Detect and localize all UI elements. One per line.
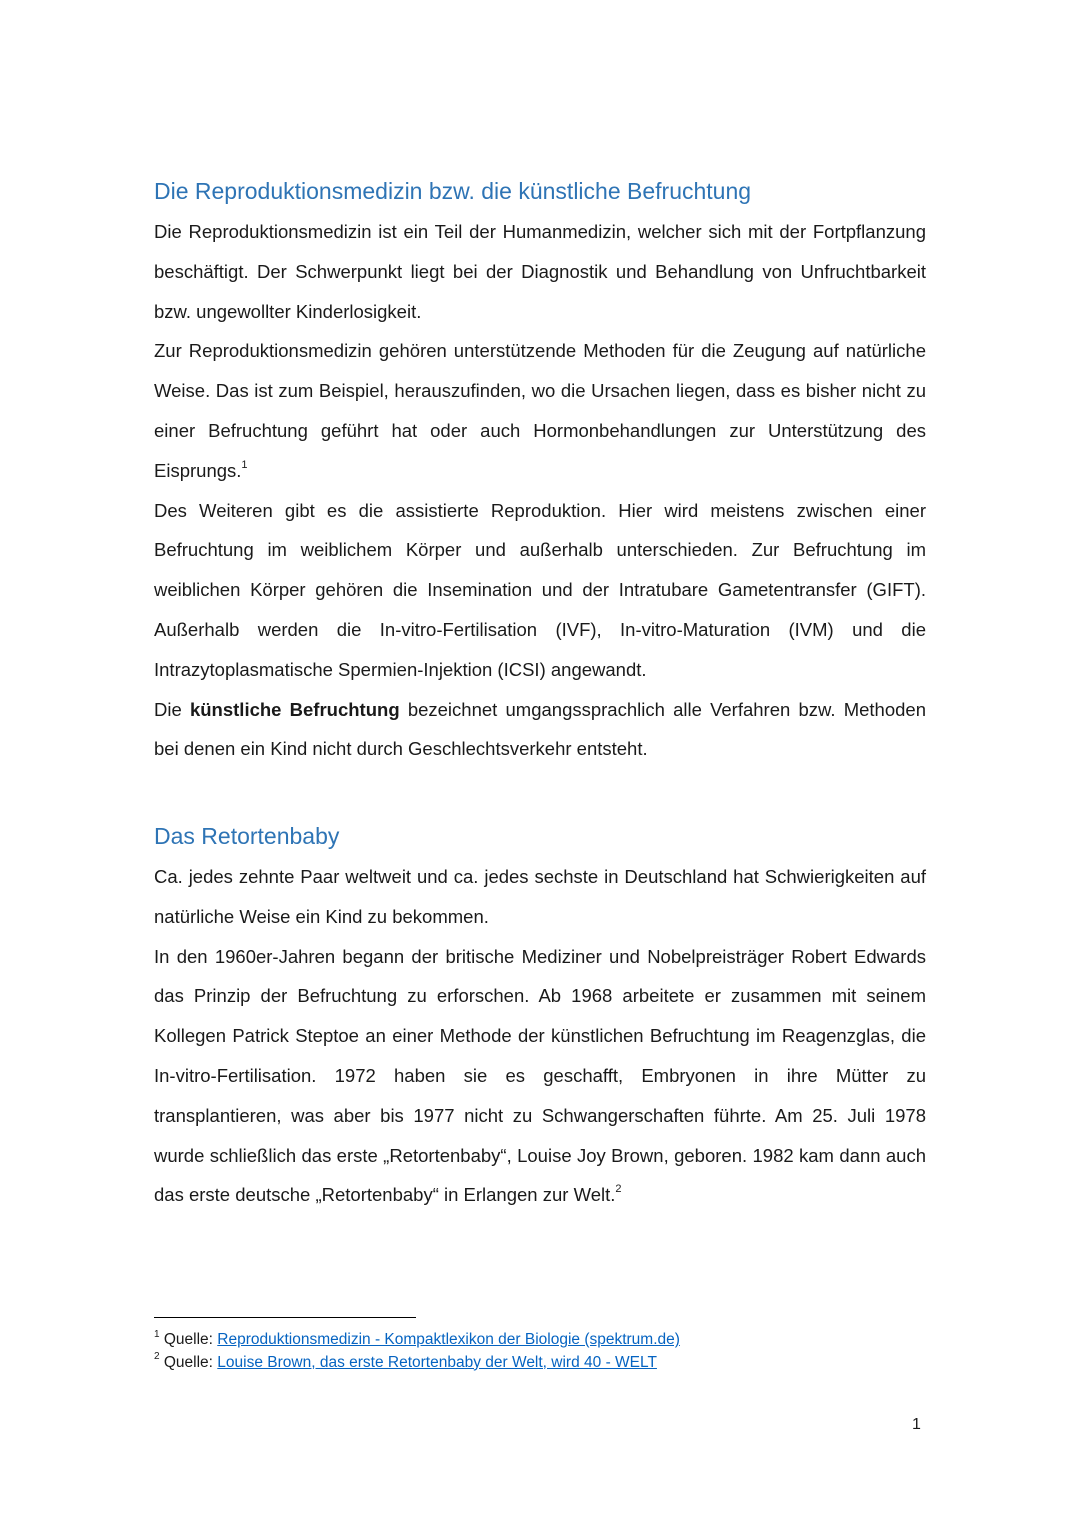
footnotes xyxy=(154,1329,926,1374)
footnote-label: Quelle: xyxy=(163,1331,218,1348)
paragraph xyxy=(154,937,926,1216)
footnote-item xyxy=(154,1329,926,1352)
section-heading: Das Retortenbaby xyxy=(154,823,340,849)
footnote-link[interactable]: Louise Brown, das erste Retortenbaby der Welt, wird 40 - WELT xyxy=(217,1353,657,1371)
footnote-label: Quelle: xyxy=(163,1353,218,1371)
footnote-number: 2 xyxy=(154,1351,160,1363)
paragraph-text-post: bezeichnet umgangssprachlich alle Verfahren bzw. Methoden bei denen ein Kind nicht durch Geschlechtsverkehr entsteht. xyxy=(154,698,926,760)
footnote-number: 1 xyxy=(154,1328,160,1340)
paragraph-text: In den 1960er-Jahren begann der britische Mediziner und Nobelpreisträger Robert Edwards das Prinzip der Befruchtung zu erforschen. Ab 1968 arbeitete er zusammen mit seinem Kollegen Patrick Steptoe an einer Methode der künstlichen Befruchtung im Reagenzglas, die In-vitro-Fertilisation. 1972 haben sie es geschafft, Embryonen in ihre Mütter zu transplantieren, was aber bis 1977 nicht zu Schwangerschaften führte. Am 25. Juli 1978 wurde schließlich das erste „Retortenbaby“, Louise Joy Brown, geboren. 1982 kam dann auch das erste deutsche „Retortenbaby“ in Erlangen zur Welt. xyxy=(154,945,926,1206)
paragraph xyxy=(154,690,926,770)
section-retortenbaby xyxy=(154,821,926,1215)
footnote-link[interactable]: Reproduktionsmedizin - Kompaktlexikon der Biologie (spektrum.de) xyxy=(217,1331,680,1348)
footnote-reference: 1 xyxy=(241,458,248,471)
footnote-separator xyxy=(154,1317,416,1318)
paragraph-text-pre: Die xyxy=(154,698,190,720)
page-number: 1 xyxy=(912,1416,921,1433)
footnote-item xyxy=(154,1352,926,1375)
paragraph-text: Des Weiteren gibt es die assistierte Reproduktion. Hier wird meistens zwischen einer Befruchtung im weiblichem Körper und außerhalb unterschieden. Zur Befruchtung im weiblichen Körper gehören die Insemination und der Intratubare Gametentransfer (GIFT). Außerhalb werden die In-vitro-Fertilisation (IVF), In-vitro-Maturation (IVM) und die Intrazytoplasmatische Spermien-Injektion (ICSI) angewandt. xyxy=(154,499,926,680)
paragraph xyxy=(154,857,926,937)
footnote-reference: 2 xyxy=(615,1183,622,1196)
bold-term: künstliche Befruchtung xyxy=(189,698,400,720)
paragraph xyxy=(154,491,926,690)
section-reproduktionsmedizin xyxy=(154,176,926,769)
section-body xyxy=(154,857,926,1215)
section-heading: Die Reproduktionsmedizin bzw. die künstliche Befruchtung xyxy=(154,178,752,204)
paragraph xyxy=(154,331,926,490)
paragraph-text: Die Reproduktionsmedizin ist ein Teil der Humanmedizin, welcher sich mit der Fortpflanzung beschäftigt. Der Schwerpunkt liegt bei der Diagnostik und Behandlung von Unfruchtbarkeit bzw. ungewollter Kinderlosigkeit. xyxy=(154,221,926,322)
paragraph-text: Zur Reproduktionsmedizin gehören unterstützende Methoden für die Zeugung auf natürliche Weise. Das ist zum Beispiel, herauszufinden, wo die Ursachen liegen, dass es bisher nicht zu einer Befruchtung geführt hat oder auch Hormonbehandlungen zur Unterstützung des Eisprungs. xyxy=(154,340,926,481)
paragraph xyxy=(154,212,926,331)
paragraph-text: Ca. jedes zehnte Paar weltweit und ca. jedes sechste in Deutschland hat Schwierigkeiten auf natürliche Weise ein Kind zu bekommen. xyxy=(154,866,926,927)
section-body xyxy=(154,212,926,769)
